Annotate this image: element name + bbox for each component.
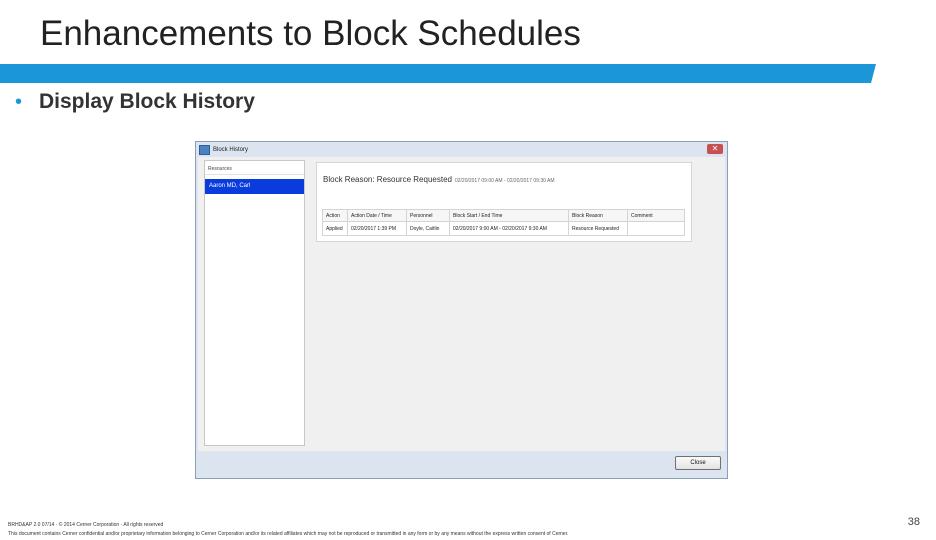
footer-line-1: BRHD&AP 2.0 07/14 · © 2014 Cerner Corporation · All rights reserved	[8, 522, 164, 528]
close-icon[interactable]: ✕	[707, 144, 723, 154]
cell-block-start-end: 02/20/2017 9:00 AM - 02/20/2017 9:30 AM	[450, 222, 569, 236]
resource-item-selected[interactable]: Aaron MD, Carl	[205, 179, 304, 194]
table-header-row	[323, 210, 685, 222]
block-reason-row	[323, 175, 555, 184]
bullet-text: Display Block History	[39, 90, 255, 113]
cell-personnel: Doyle, Caitlin	[407, 222, 450, 236]
col-comment[interactable]: Comment	[628, 210, 685, 222]
col-action-date[interactable]: Action Date / Time	[348, 210, 407, 222]
title-accent-bar	[0, 64, 876, 83]
slide-title: Enhancements to Block Schedules	[40, 14, 581, 53]
footer-legal	[8, 521, 568, 539]
resources-header: Resources	[205, 161, 304, 175]
footer-line-2: This document contains Cerner confidential and/or proprietary information belonging to Cerner Corporation and/or its related affiliates which may not be reproduced or transmitted in any form or by any means without the express written consent of Cerner.	[8, 531, 569, 537]
window-title: Block History	[213, 147, 249, 153]
cell-action: Applied	[323, 222, 348, 236]
block-history-window	[195, 141, 728, 479]
window-client-area	[198, 157, 725, 451]
col-block-reason[interactable]: Block Reason	[569, 210, 628, 222]
block-details-panel	[316, 162, 692, 242]
cell-block-reason: Resource Requested	[569, 222, 628, 236]
cell-comment	[628, 222, 685, 236]
close-button[interactable]: Close	[675, 456, 721, 470]
cell-action-date: 02/20/2017 1:39 PM	[348, 222, 407, 236]
page-number: 38	[907, 516, 920, 528]
window-icon	[199, 145, 210, 155]
table-row[interactable]	[323, 222, 685, 236]
window-titlebar[interactable]	[196, 142, 727, 158]
bullet-icon: •	[15, 90, 23, 113]
bullet-item	[15, 90, 255, 114]
resources-list[interactable]	[204, 160, 305, 446]
block-reason-dates: 02/20/2017 09:00 AM - 02/20/2017 09:30 AM	[454, 178, 555, 184]
col-action[interactable]: Action	[323, 210, 348, 222]
history-table	[322, 209, 685, 236]
col-block-start-end[interactable]: Block Start / End Time	[450, 210, 569, 222]
block-reason-label: Block Reason: Resource Requested	[323, 175, 452, 184]
col-personnel[interactable]: Personnel	[407, 210, 450, 222]
